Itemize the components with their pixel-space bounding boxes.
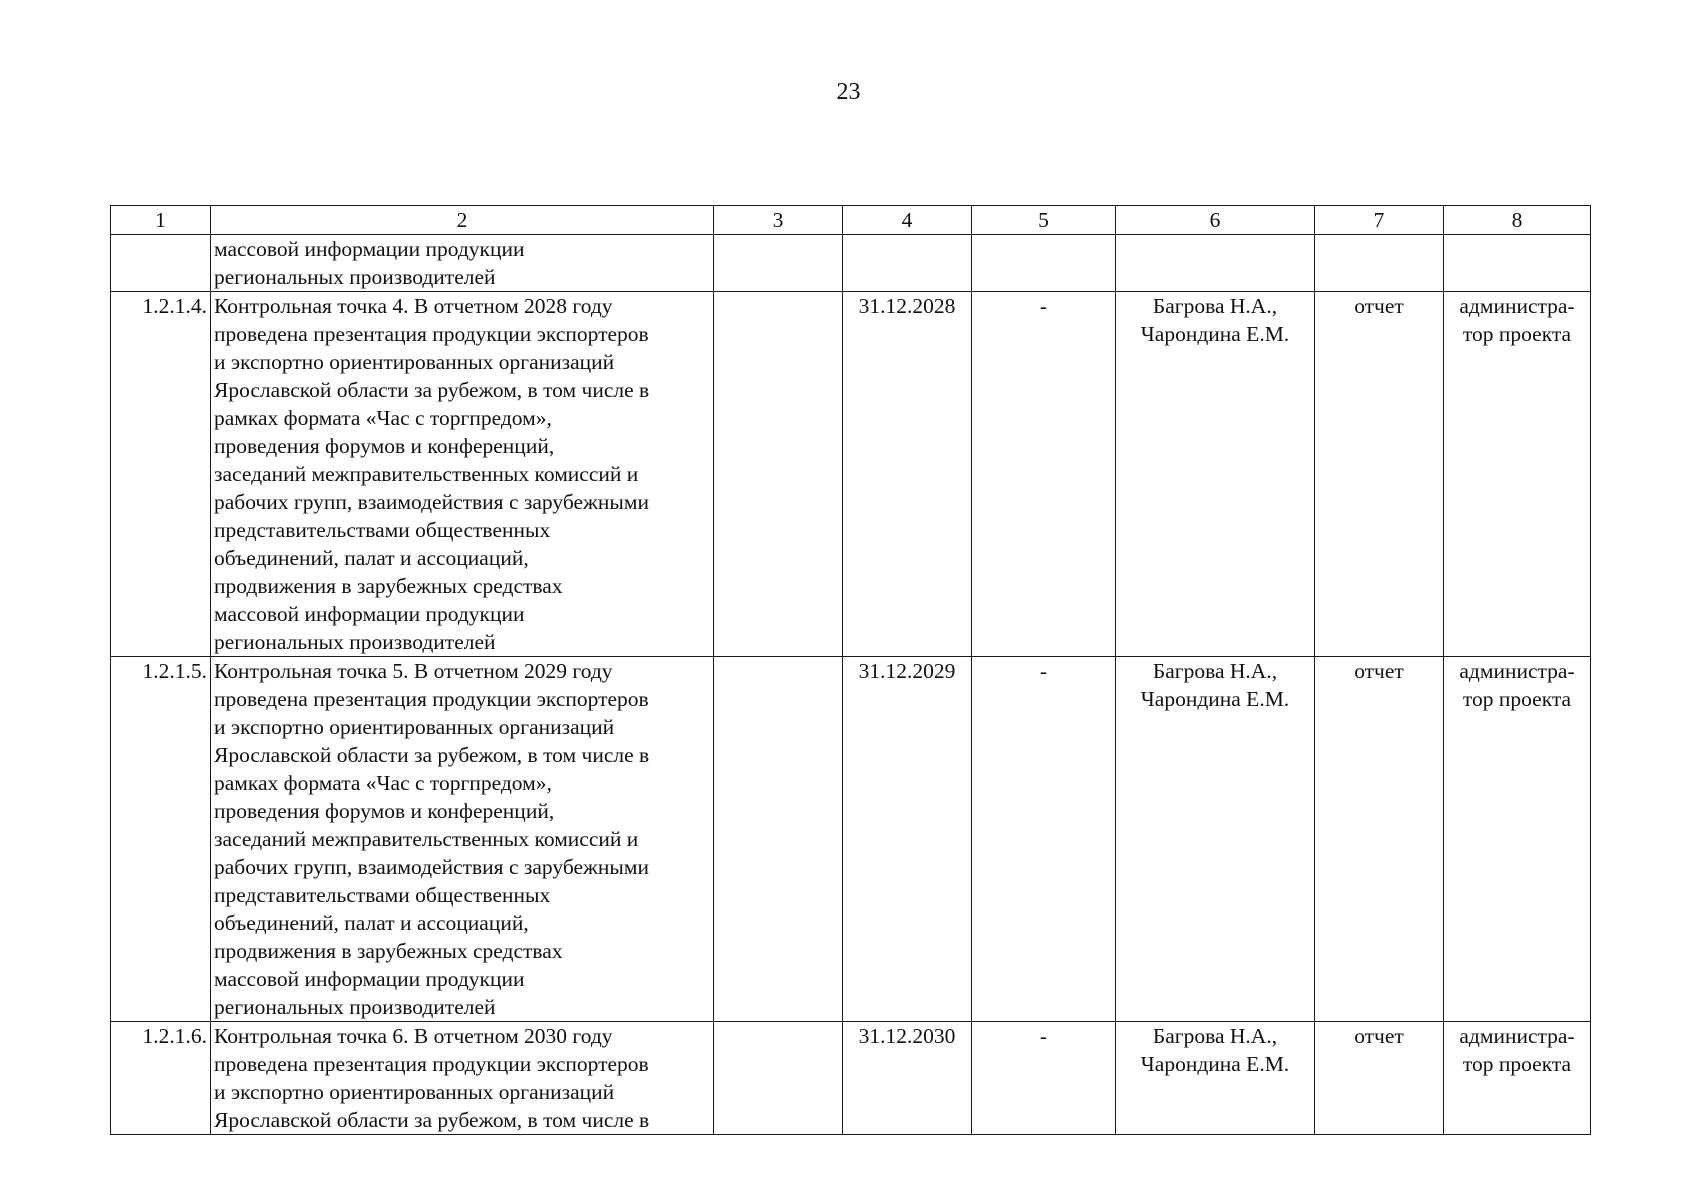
column-header: 2	[211, 206, 714, 235]
responsible-cell	[1116, 292, 1315, 657]
description-line: проведения форумов и конференций,	[214, 799, 555, 823]
description-line: и экспортно ориентированных организаций	[214, 350, 615, 374]
col3-cell	[714, 292, 843, 657]
column-number-row	[111, 206, 1591, 235]
item-number: 1.2.1.6.	[111, 1022, 211, 1135]
col3-cell	[714, 657, 843, 1022]
due-date: 31.12.2030	[843, 1022, 972, 1135]
description-line: проведения форумов и конференций,	[214, 434, 555, 458]
col5-value: -	[972, 657, 1116, 1022]
description-line: представительствами общественных	[214, 518, 551, 542]
column-header: 7	[1315, 206, 1444, 235]
description-line: заседаний межправительственных комиссий и	[214, 827, 639, 851]
description-line: проведена презентация продукции экспортеров	[214, 322, 649, 346]
description-line: и экспортно ориентированных организаций	[214, 715, 615, 739]
document-type: отчет	[1315, 292, 1444, 657]
column-header: 4	[843, 206, 972, 235]
approver-cell	[1444, 1022, 1591, 1135]
responsible-name: Чарондина Е.М.	[1140, 687, 1290, 711]
responsible-cell	[1116, 1022, 1315, 1135]
responsible-name: Багрова Н.А.,	[1152, 659, 1278, 683]
num-cell	[111, 235, 211, 292]
description-line: Ярославской области за рубежом, в том числе в	[214, 1108, 650, 1132]
responsible-cell	[1116, 235, 1315, 292]
description-cell	[211, 657, 714, 1022]
approver-line: тор проекта	[1462, 687, 1572, 711]
description-line: рабочих групп, взаимодействия с зарубежными	[214, 855, 649, 879]
description-line: и экспортно ориентированных организаций	[214, 1080, 615, 1104]
description-line: Контрольная точка 4. В отчетном 2028 году	[214, 294, 613, 318]
responsible-name: Чарондина Е.М.	[1140, 1052, 1290, 1076]
col3-cell	[714, 1022, 843, 1135]
document-type: отчет	[1315, 657, 1444, 1022]
description-line: рамках формата «Час с торгпредом»,	[214, 771, 552, 795]
col5-cell	[972, 235, 1116, 292]
description-cell	[211, 235, 714, 292]
description-cell	[211, 1022, 714, 1135]
table-row	[111, 292, 1591, 657]
due-date: 31.12.2029	[843, 657, 972, 1022]
column-header: 8	[1444, 206, 1591, 235]
description-line: объединений, палат и ассоциаций,	[214, 546, 529, 570]
responsible-name: Багрова Н.А.,	[1152, 1024, 1278, 1048]
description-line: проведена презентация продукции экспортеров	[214, 1052, 649, 1076]
approver-cell	[1444, 657, 1591, 1022]
table-row	[111, 657, 1591, 1022]
document-type: отчет	[1315, 1022, 1444, 1135]
description-line: Ярославской области за рубежом, в том числе в	[214, 743, 650, 767]
column-header: 1	[111, 206, 211, 235]
description-line: массовой информации продукции	[214, 237, 525, 261]
description-line: массовой информации продукции	[214, 602, 525, 626]
responsible-cell	[1116, 657, 1315, 1022]
description-line: продвижения в зарубежных средствах	[214, 574, 563, 598]
description-line: региональных производителей	[214, 630, 496, 654]
plan-table	[110, 205, 1591, 1135]
description-line: рамках формата «Час с торгпредом»,	[214, 406, 552, 430]
description-line: массовой информации продукции	[214, 967, 525, 991]
col3-cell	[714, 235, 843, 292]
continuation-row	[111, 235, 1591, 292]
description-line: объединений, палат и ассоциаций,	[214, 911, 529, 935]
column-header: 6	[1116, 206, 1315, 235]
approver-cell	[1444, 292, 1591, 657]
table-row	[111, 1022, 1591, 1135]
item-number: 1.2.1.4.	[111, 292, 211, 657]
approver-line: тор проекта	[1462, 322, 1572, 346]
approver-cell	[1444, 235, 1591, 292]
column-header: 3	[714, 206, 843, 235]
description-line: региональных производителей	[214, 995, 496, 1019]
description-line: рабочих групп, взаимодействия с зарубежными	[214, 490, 649, 514]
page-number: 23	[836, 79, 861, 105]
description-line: Контрольная точка 6. В отчетном 2030 году	[214, 1024, 613, 1048]
responsible-name: Чарондина Е.М.	[1140, 322, 1290, 346]
col5-value: -	[972, 1022, 1116, 1135]
item-number: 1.2.1.5.	[111, 657, 211, 1022]
description-line: представительствами общественных	[214, 883, 551, 907]
col5-value: -	[972, 292, 1116, 657]
description-line: продвижения в зарубежных средствах	[214, 939, 563, 963]
doc-type-cell	[1315, 235, 1444, 292]
column-header: 5	[972, 206, 1116, 235]
responsible-name: Багрова Н.А.,	[1152, 294, 1278, 318]
approver-line: администра-	[1459, 1024, 1575, 1048]
approver-line: тор проекта	[1462, 1052, 1572, 1076]
description-line: региональных производителей	[214, 265, 496, 289]
description-cell	[211, 292, 714, 657]
description-line: Контрольная точка 5. В отчетном 2029 году	[214, 659, 613, 683]
description-line: заседаний межправительственных комиссий и	[214, 462, 639, 486]
date-cell	[843, 235, 972, 292]
description-line: Ярославской области за рубежом, в том числе в	[214, 378, 650, 402]
approver-line: администра-	[1459, 294, 1575, 318]
description-line: проведена презентация продукции экспортеров	[214, 687, 649, 711]
due-date: 31.12.2028	[843, 292, 972, 657]
approver-line: администра-	[1459, 659, 1575, 683]
